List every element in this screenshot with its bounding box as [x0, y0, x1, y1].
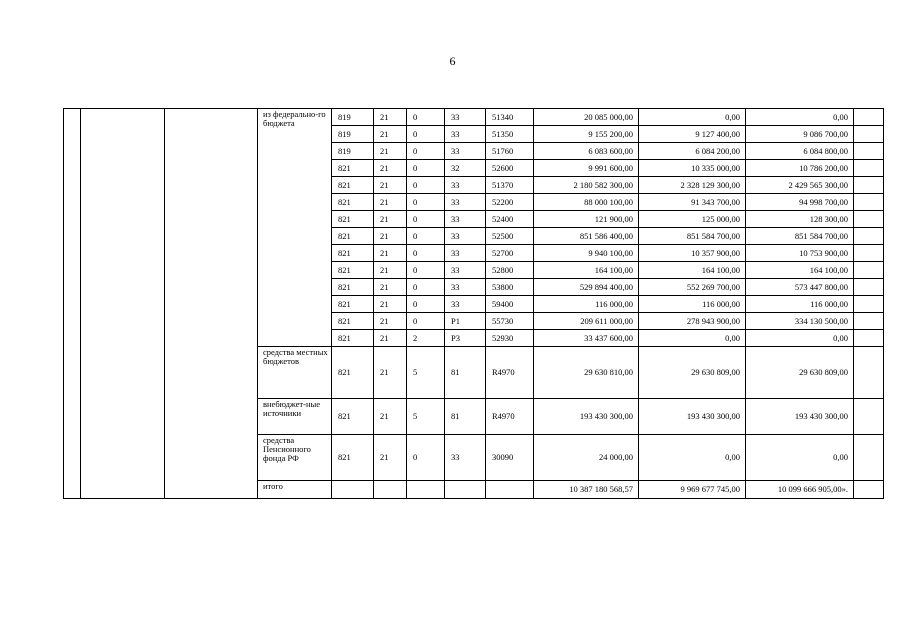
amount-cell: 10 335 000,00	[639, 160, 746, 177]
code-cell: 52930	[486, 330, 534, 347]
code-cell: 52600	[486, 160, 534, 177]
code-cell: 52800	[486, 262, 534, 279]
amount-cell: 6 084 800,00	[746, 143, 854, 160]
code-cell: 51760	[486, 143, 534, 160]
code-cell: 52700	[486, 245, 534, 262]
code-cell: 33	[445, 245, 486, 262]
empty-cell	[854, 177, 884, 194]
code-cell: 821	[332, 177, 374, 194]
page-number: 6	[449, 54, 456, 68]
code-cell: 821	[332, 296, 374, 313]
empty-cell	[407, 481, 445, 499]
amount-cell: 851 586 400,00	[534, 228, 639, 245]
code-cell: 30090	[486, 435, 534, 481]
table-row	[64, 109, 884, 126]
amount-cell: 2 328 129 300,00	[639, 177, 746, 194]
amount-cell: 9 991 600,00	[534, 160, 639, 177]
code-cell: 21	[374, 160, 407, 177]
amount-cell: 278 943 900,00	[639, 313, 746, 330]
amount-cell: 193 430 300,00	[534, 399, 639, 435]
empty-cell	[854, 330, 884, 347]
empty-cell	[854, 399, 884, 435]
amount-cell: 6 083 600,00	[534, 143, 639, 160]
code-cell: 819	[332, 126, 374, 143]
code-cell: 33	[445, 296, 486, 313]
code-cell: 0	[407, 160, 445, 177]
code-cell: 33	[445, 262, 486, 279]
code-cell: 81	[445, 399, 486, 435]
amount-cell: 164 100,00	[746, 262, 854, 279]
amount-cell: 2 429 565 300,00	[746, 177, 854, 194]
code-cell: 21	[374, 399, 407, 435]
source-label-local: средства местных бюджетов	[258, 347, 332, 399]
empty-cell	[81, 109, 165, 499]
code-cell: 51350	[486, 126, 534, 143]
amount-cell: 9 940 100,00	[534, 245, 639, 262]
amount-cell: 9 127 400,00	[639, 126, 746, 143]
code-cell: 33	[445, 177, 486, 194]
code-cell: P3	[445, 330, 486, 347]
amount-cell: 88 000 100,00	[534, 194, 639, 211]
code-cell: 821	[332, 399, 374, 435]
amount-cell: 851 584 700,00	[746, 228, 854, 245]
amount-cell: 0,00	[639, 330, 746, 347]
code-cell: 33	[445, 194, 486, 211]
code-cell: 51340	[486, 109, 534, 126]
code-cell: 821	[332, 228, 374, 245]
code-cell: 33	[445, 126, 486, 143]
empty-cell	[332, 481, 374, 499]
code-cell: 0	[407, 245, 445, 262]
code-cell: 21	[374, 279, 407, 296]
code-cell: 5	[407, 399, 445, 435]
amount-cell: 209 611 000,00	[534, 313, 639, 330]
budget-table	[63, 108, 884, 499]
empty-cell	[854, 160, 884, 177]
amount-cell: 0,00	[746, 330, 854, 347]
source-label-extra: внебюджет-ные источники	[258, 399, 332, 435]
amount-cell: 116 000,00	[746, 296, 854, 313]
amount-cell: 6 084 200,00	[639, 143, 746, 160]
amount-cell: 33 437 600,00	[534, 330, 639, 347]
code-cell: 821	[332, 160, 374, 177]
code-cell: 32	[445, 160, 486, 177]
code-cell: 821	[332, 313, 374, 330]
amount-cell: 116 000,00	[534, 296, 639, 313]
empty-cell	[854, 245, 884, 262]
amount-cell: 0,00	[746, 435, 854, 481]
code-cell: 21	[374, 143, 407, 160]
code-cell: 821	[332, 194, 374, 211]
code-cell: 21	[374, 245, 407, 262]
amount-cell: 29 630 810,00	[534, 347, 639, 399]
code-cell: 821	[332, 279, 374, 296]
code-cell: 21	[374, 126, 407, 143]
code-cell: 33	[445, 279, 486, 296]
amount-cell: 94 998 700,00	[746, 194, 854, 211]
amount-cell: 10 786 200,00	[746, 160, 854, 177]
code-cell: 59400	[486, 296, 534, 313]
empty-cell	[854, 435, 884, 481]
amount-cell: 29 630 809,00	[746, 347, 854, 399]
amount-cell: 0,00	[639, 435, 746, 481]
code-cell: 21	[374, 177, 407, 194]
empty-cell	[854, 313, 884, 330]
empty-cell	[854, 279, 884, 296]
code-cell: 21	[374, 211, 407, 228]
amount-cell: 2 180 582 300,00	[534, 177, 639, 194]
amount-cell: 851 584 700,00	[639, 228, 746, 245]
amount-cell: 164 100,00	[534, 262, 639, 279]
amount-cell: 91 343 700,00	[639, 194, 746, 211]
code-cell: 52200	[486, 194, 534, 211]
empty-cell	[486, 481, 534, 499]
amount-cell: 193 430 300,00	[639, 399, 746, 435]
amount-cell: 193 430 300,00	[746, 399, 854, 435]
code-cell: 0	[407, 177, 445, 194]
amount-cell: 529 894 400,00	[534, 279, 639, 296]
code-cell: 52500	[486, 228, 534, 245]
code-cell: 33	[445, 228, 486, 245]
code-cell: 33	[445, 109, 486, 126]
empty-cell	[854, 228, 884, 245]
empty-cell	[854, 347, 884, 399]
code-cell: 0	[407, 435, 445, 481]
total-amount: 10 099 666 905,00».	[746, 481, 854, 499]
code-cell: 33	[445, 143, 486, 160]
empty-cell	[854, 262, 884, 279]
empty-cell	[854, 296, 884, 313]
amount-cell: 10 357 900,00	[639, 245, 746, 262]
amount-cell: 125 000,00	[639, 211, 746, 228]
amount-cell: 552 269 700,00	[639, 279, 746, 296]
code-cell: 821	[332, 435, 374, 481]
code-cell: 0	[407, 262, 445, 279]
empty-cell	[64, 109, 81, 499]
amount-cell: 29 630 809,00	[639, 347, 746, 399]
code-cell: 0	[407, 143, 445, 160]
code-cell: 53800	[486, 279, 534, 296]
amount-cell: 116 000,00	[639, 296, 746, 313]
empty-cell	[854, 109, 884, 126]
code-cell: 0	[407, 126, 445, 143]
code-cell: 51370	[486, 177, 534, 194]
amount-cell: 20 085 000,00	[534, 109, 639, 126]
code-cell: 0	[407, 313, 445, 330]
code-cell: R4970	[486, 399, 534, 435]
code-cell: 5	[407, 347, 445, 399]
empty-cell	[854, 481, 884, 499]
code-cell: 819	[332, 109, 374, 126]
amount-cell: 9 155 200,00	[534, 126, 639, 143]
amount-cell: 128 300,00	[746, 211, 854, 228]
code-cell: 821	[332, 211, 374, 228]
amount-cell: 0,00	[746, 109, 854, 126]
code-cell: 21	[374, 109, 407, 126]
amount-cell: 573 447 800,00	[746, 279, 854, 296]
empty-cell	[854, 126, 884, 143]
code-cell: 21	[374, 262, 407, 279]
total-label: итого	[258, 481, 332, 499]
code-cell: 81	[445, 347, 486, 399]
empty-cell	[374, 481, 407, 499]
total-amount: 10 387 180 568,57	[534, 481, 639, 499]
code-cell: 33	[445, 435, 486, 481]
amount-cell: 24 000,00	[534, 435, 639, 481]
amount-cell: 10 753 900,00	[746, 245, 854, 262]
code-cell: 0	[407, 228, 445, 245]
amount-cell: 164 100,00	[639, 262, 746, 279]
code-cell: 819	[332, 143, 374, 160]
code-cell: 821	[332, 245, 374, 262]
empty-cell	[854, 143, 884, 160]
code-cell: 0	[407, 211, 445, 228]
code-cell: 21	[374, 347, 407, 399]
source-label-pension: средства Пенсионного фонда РФ	[258, 435, 332, 481]
code-cell: 52400	[486, 211, 534, 228]
code-cell: 0	[407, 279, 445, 296]
empty-cell	[854, 194, 884, 211]
code-cell: R4970	[486, 347, 534, 399]
code-cell: 55730	[486, 313, 534, 330]
code-cell: P1	[445, 313, 486, 330]
code-cell: 21	[374, 296, 407, 313]
code-cell: 821	[332, 347, 374, 399]
amount-cell: 9 086 700,00	[746, 126, 854, 143]
code-cell: 821	[332, 262, 374, 279]
code-cell: 33	[445, 211, 486, 228]
empty-cell	[854, 211, 884, 228]
code-cell: 21	[374, 194, 407, 211]
amount-cell: 121 900,00	[534, 211, 639, 228]
code-cell: 21	[374, 228, 407, 245]
amount-cell: 334 130 500,00	[746, 313, 854, 330]
code-cell: 21	[374, 313, 407, 330]
code-cell: 821	[332, 330, 374, 347]
code-cell: 0	[407, 296, 445, 313]
code-cell: 2	[407, 330, 445, 347]
code-cell: 0	[407, 194, 445, 211]
code-cell: 0	[407, 109, 445, 126]
code-cell: 21	[374, 435, 407, 481]
code-cell: 21	[374, 330, 407, 347]
empty-cell	[445, 481, 486, 499]
source-label-federal: из федерально-го бюджета	[258, 109, 332, 347]
amount-cell: 0,00	[639, 109, 746, 126]
empty-cell	[165, 109, 258, 499]
total-amount: 9 969 677 745,00	[639, 481, 746, 499]
